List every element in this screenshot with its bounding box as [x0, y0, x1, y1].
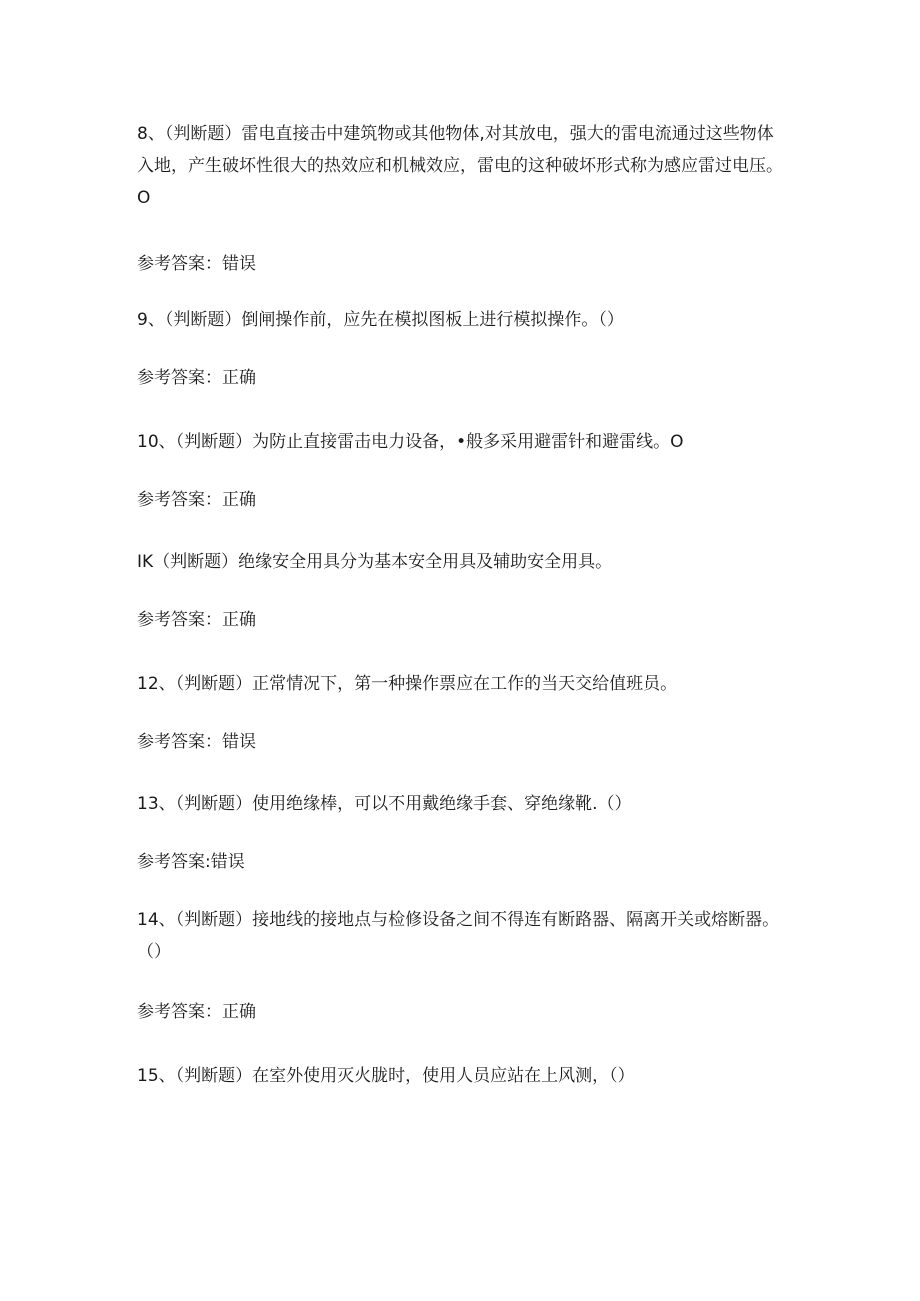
answer-12: 参考答案：错误 [137, 732, 256, 752]
question-9: 9、（判断题）倒闸操作前，应先在模拟图板上进行模拟操作。（） [137, 310, 624, 330]
answer-11: 参考答案：正确 [137, 610, 256, 630]
question-8: 8、（判断题）雷电直接击中建筑物或其他物体,对其放电，强大的雷电流通过这些物体入地，产生破坏性很大的热效应和机械效应，雷电的这种破坏形式称为感应雷过电压。O [137, 124, 783, 208]
question-11: IK（判断题）绝缘安全用具分为基本安全用具及辅助安全用具。 [137, 552, 613, 572]
question-12: 12、（判断题）正常情况下，第一种操作票应在工作的当天交给值班员。 [137, 674, 678, 694]
answer-10: 参考答案：正确 [137, 490, 256, 510]
answer-8: 参考答案：错误 [137, 254, 256, 274]
question-13: 13、（判断题）使用绝缘棒，可以不用戴绝缘手套、穿绝缘靴.（） [137, 794, 632, 814]
question-10: 10、（判断题）为防止直接雷击电力设备，•般多采用避雷针和避雷线。O [137, 432, 684, 452]
question-14: 14、（判断题）接地线的接地点与检修设备之间不得连有断路器、隔离开关或熔断器。（） [137, 910, 780, 962]
question-15: 15、（判断题）在室外使用灭火胧时，使用人员应站在上风测，（） [137, 1066, 635, 1086]
answer-13: 参考答案:错误 [137, 852, 245, 872]
answer-14: 参考答案：正确 [137, 1002, 256, 1022]
answer-9: 参考答案：正确 [137, 368, 256, 388]
